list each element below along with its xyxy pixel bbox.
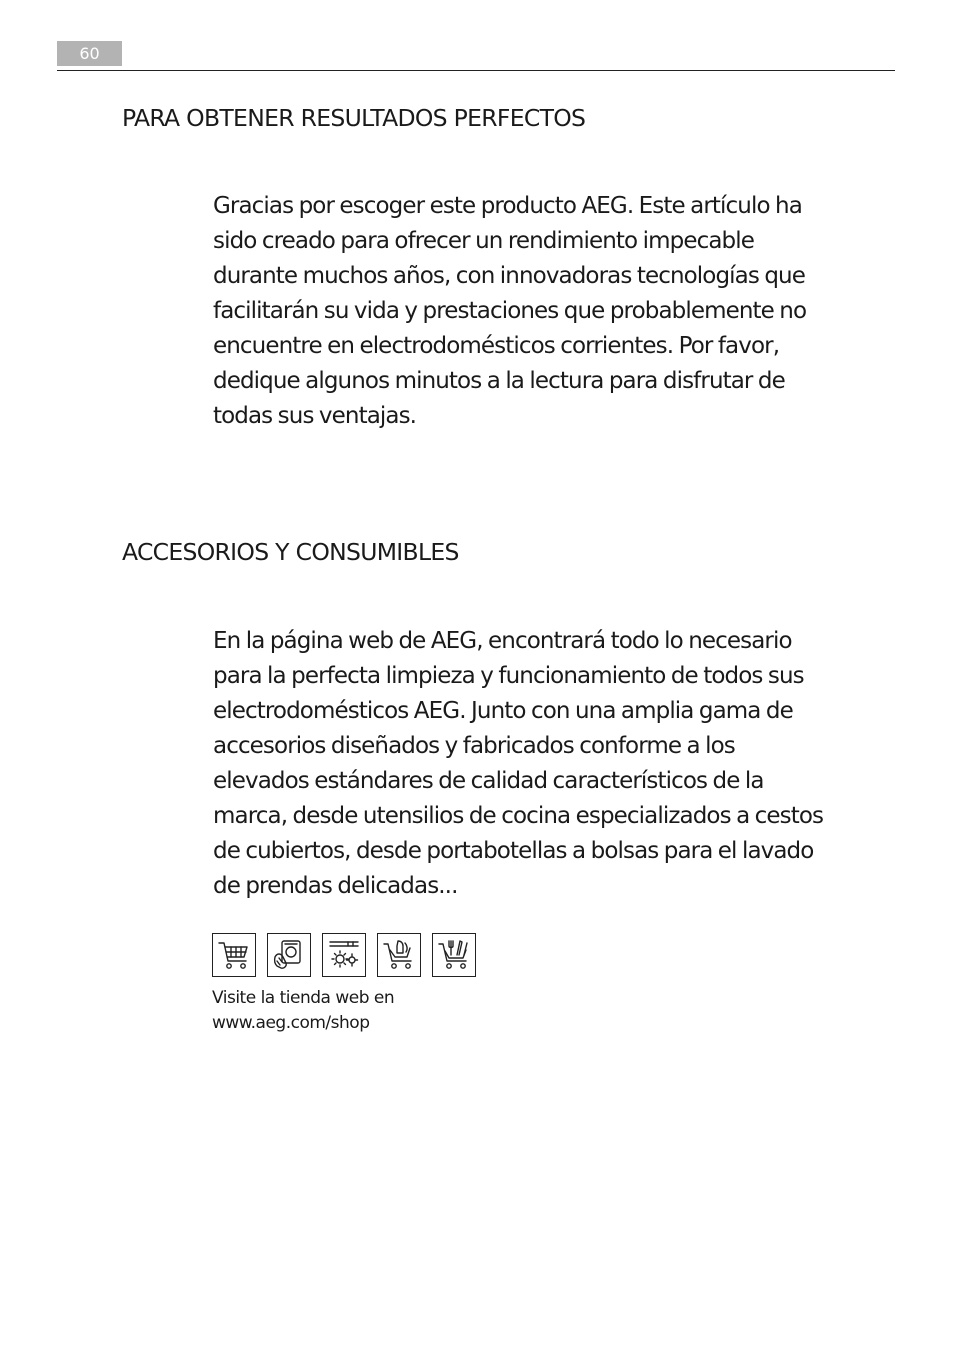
shop-icon-row xyxy=(212,933,476,977)
intro-line: sido creado para ofrecer un rendimiento impecable xyxy=(213,228,754,254)
accessories-line: accesorios diseñados y fabricados conforme a los xyxy=(213,733,735,759)
shopping-cart-icon xyxy=(212,933,256,977)
shop-caption-line: Visite la tienda web en xyxy=(212,988,395,1008)
intro-line: todas sus ventajas. xyxy=(213,403,417,429)
shop-url: www.aeg.com/shop xyxy=(212,1013,370,1033)
accessories-line: electrodomésticos AEG. Junto con una amplia gama de xyxy=(213,698,793,724)
gear-settings-icon xyxy=(322,933,366,977)
accessories-line: elevados estándares de calidad característicos de la xyxy=(213,768,764,794)
intro-paragraph xyxy=(213,189,903,434)
accessories-line: marca, desde utensilios de cocina especializados a cestos xyxy=(213,803,824,829)
intro-line: dedique algunos minutos a la lectura para disfrutar de xyxy=(213,368,785,394)
intro-line: encuentre en electrodomésticos corrientes. Por favor, xyxy=(213,333,780,359)
shop-caption xyxy=(212,986,394,1036)
accessories-line: de cubiertos, desde portabotellas a bolsas para el lavado xyxy=(213,838,814,864)
intro-line: facilitarán su vida y prestaciones que probablemente no xyxy=(213,298,807,324)
intro-line: durante muchos años, con innovadoras tecnologías que xyxy=(213,263,805,289)
header-divider xyxy=(57,70,895,71)
hand-washing-icon xyxy=(267,933,311,977)
intro-line: Gracias por escoger este producto AEG. Este artículo ha xyxy=(213,193,802,219)
section-heading-results: PARA OBTENER RESULTADOS PERFECTOS xyxy=(122,104,586,132)
accessories-paragraph xyxy=(213,624,903,904)
cart-cutlery-icon xyxy=(432,933,476,977)
accessories-line: para la perfecta limpieza y funcionamiento de todos sus xyxy=(213,663,804,689)
section-heading-accessories: ACCESORIOS Y CONSUMIBLES xyxy=(122,538,459,566)
accessories-line: En la página web de AEG, encontrará todo lo necesario xyxy=(213,628,792,654)
cart-cleaning-icon xyxy=(377,933,421,977)
page-number: 60 xyxy=(57,41,122,66)
accessories-line: de prendas delicadas... xyxy=(213,873,458,899)
